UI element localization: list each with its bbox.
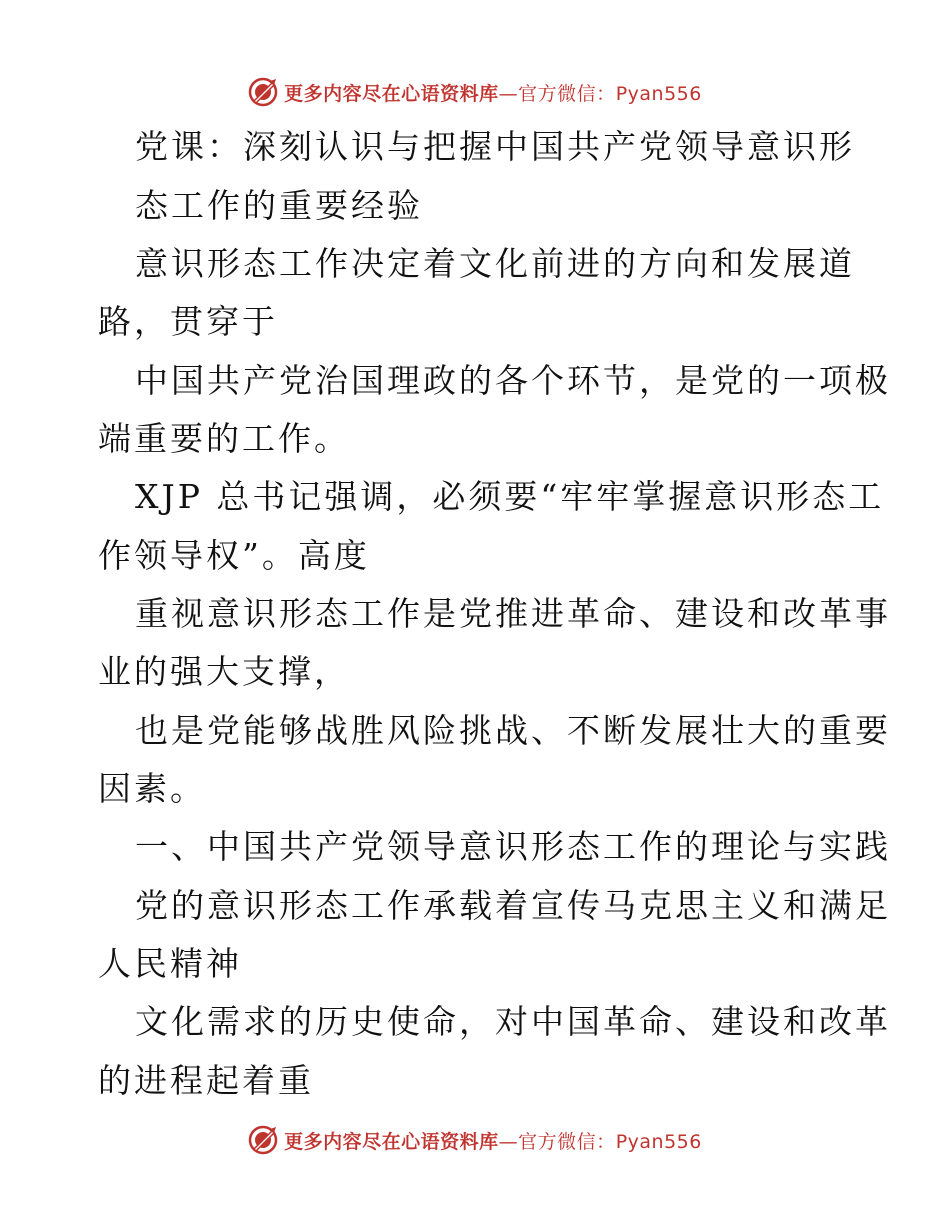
paragraph-line: 路，贯穿于 [98,302,278,341]
title-line-1: 党课：深刻认识与把握中国共产党领导意识形 [135,127,855,166]
paragraph-line: 中国共产党治国理政的各个环节，是党的一项极 [135,361,891,400]
wechat-id: Pyan556 [615,1130,702,1153]
paragraph-line: 的进程起着重 [98,1061,314,1100]
paragraph-line: 党的意识形态工作承载着宣传马克思主义和满足 [135,886,891,925]
separator: — [498,82,519,105]
paragraph-line: XJP 总书记强调，必须要“牢牢掌握意识形态工 [135,477,885,516]
paragraph-line: 作领导权”。高度 [98,536,370,575]
title-line-2: 态工作的重要经验 [135,186,423,225]
paragraph-line: 端重要的工作。 [98,419,350,458]
wechat-label: 官方微信： [518,82,616,105]
paragraph-line: 文化需求的历史使命，对中国革命、建设和改革 [135,1002,891,1041]
paragraph-line: 重视意识形态工作是党推进革命、建设和改革事 [135,594,891,633]
wechat-label: 官方微信： [518,1130,616,1153]
paragraph-line: 也是党能够战胜风险挑战、不断发展壮大的重要 [135,711,891,750]
paragraph-line: 因素。 [98,769,206,808]
footer-banner [0,1120,950,1160]
wechat-id: Pyan556 [615,82,702,105]
separator: — [498,1130,519,1153]
site-text: 更多内容尽在心语资料库 [284,1130,499,1153]
paragraph-line: 人民精神 [98,944,242,983]
site-text: 更多内容尽在心语资料库 [284,82,499,105]
section-heading: 一、中国共产党领导意识形态工作的理论与实践 [135,827,891,866]
paragraph-line: 业的强大支撑， [98,652,350,691]
paragraph-line: 意识形态工作决定着文化前进的方向和发展道 [135,244,855,283]
pen-logo-icon [248,1125,278,1155]
